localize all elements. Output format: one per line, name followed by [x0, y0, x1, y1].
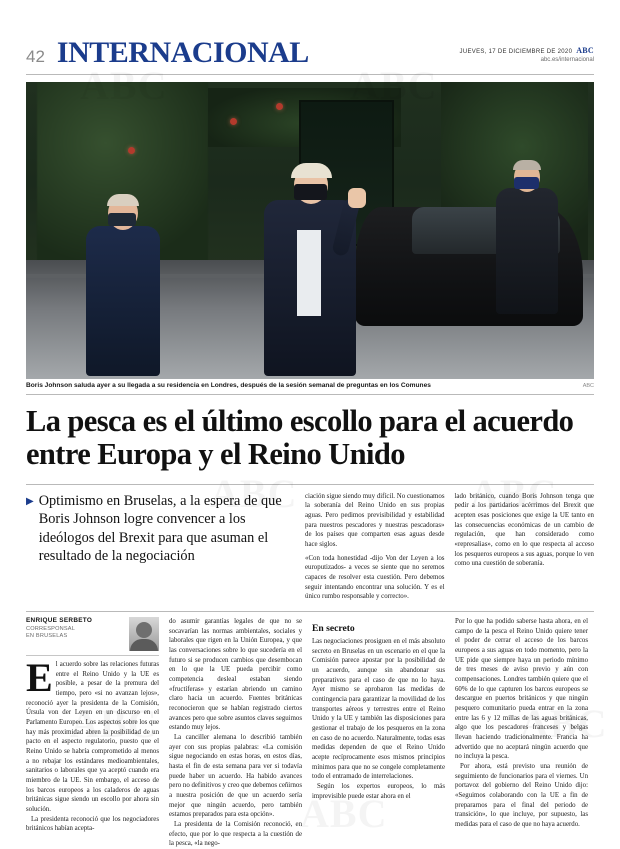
masthead-url: abc.es/internacional: [540, 56, 594, 63]
divider-top: [26, 74, 594, 75]
byline-text: [26, 617, 92, 641]
photo-person-left: [86, 191, 166, 376]
lead-columns: [305, 492, 594, 606]
photo-person-body: [86, 226, 160, 376]
body-paragraph: La presidenta reconoció que los negociadores británicos habían acepta-: [26, 815, 159, 833]
lead-paragraph: ciación sigue siendo muy difícil. No cuestionamos la soberanía del Reino Unido en sus propias aguas. Pero pedimos previsibilidad y estabilidad para nuestros pescadores y nuestras pescadoras» de los países que comparten esas aguas desde hace siglos.: [305, 492, 445, 548]
body-text-column-2: [169, 617, 302, 849]
body-column-3: [312, 617, 445, 849]
masthead-brand: ABC: [576, 46, 594, 55]
photo-person-body: [496, 188, 558, 314]
body-column-4: [455, 617, 588, 849]
waving-hand-icon: [348, 188, 366, 208]
lead-column-1: [305, 492, 445, 606]
bullet-arrow-icon: ▶: [26, 495, 34, 507]
body-column-2: [169, 617, 302, 849]
body-paragraph: La presidenta de la Comisión reconoció, en efecto, que por lo que respecta a la cuestión de la pesca, «la nego-: [169, 821, 302, 848]
body-paragraph: Las negociaciones prosiguen en el más absoluto secreto en Bruselas en un escenario en el que la Comisión parece apostar por la posibilidad de un acuerdo, aunque sin abandonar sus preparativos para el caso de que no lo haya. Ayer mismo se aprobaron las medidas de contingencia para garantizar la movilidad de los transportes aéreos y terrestres entre el Reino Unido y la UE y también las disposiciones para gestionar el trabajo de los pesqueros en la zona en caso de no acuerdo. Naturalmente, todas esas medidas dependen de que el Reino Unido acepte recíprocamente esos mismos principios mínimos para que no se congele completamente todo el entramado de interrelaciones.: [312, 637, 445, 781]
photo-person-hair: [513, 160, 541, 170]
lead-column-2: [455, 492, 595, 606]
photo-caption: Boris Johnson saluda ayer a su llegada a su residencia en Londres, después de la sesión semanal de preguntas en los Comunes: [26, 382, 431, 389]
body-paragraph: Por ahora, está previsto una reunión de seguimiento de funcionarios para el viernes. Un portavoz del gobierno del Reino Unido dijo: «Seguimos colaborando con la UE a fin de prepararnos para el final del periodo de transición», lo que incluye, por supuesto, las medidas para el caso de que no haya acuerdo.: [455, 763, 588, 829]
photo-person-right: [496, 154, 566, 314]
photo-bauble: [276, 103, 283, 110]
divider-lead: [26, 611, 594, 612]
photo-caption-row: [26, 379, 594, 395]
photo-person-hair: [107, 194, 139, 206]
face-mask-icon: [108, 213, 136, 226]
article-headline: La pesca es el último escollo para el acuerdo entre Europa y el Reino Unido: [26, 404, 574, 472]
body-text-column-1: [26, 654, 159, 834]
body-text-column-3: [312, 637, 445, 801]
masthead-date-row: [460, 46, 594, 57]
author-avatar: [129, 617, 159, 651]
article-body: [26, 617, 594, 849]
byline-author: ENRIQUE SERBETO: [26, 616, 93, 624]
photo-credit: ABC: [582, 383, 594, 389]
body-paragraph-text: l acuerdo sobre las relaciones futuras entre el Reino Unido y la UE es posible, a pesar de la premura del tiempo, pero «si no avanzan lejos», reconoció ayer la presidenta de la Comisión, Úrsula von der Leyen en un discurso en el Parlamento Europeo. Los aspectos sobre los que hay más proximidad abren la posibilidad de un pacto en el aspecto regulatorio, puesto que el Reino Unido se habría comprometido al menos a no rebajar los estándares medioambientales, sanitarios o laborales que ya aceptó cuando era miembro de la UE. Sin embargo, el acceso de los barcos europeos a los caladeros de aguas británicas sigue siendo un escollo por ahora sin solución.: [26, 660, 159, 813]
byline-role-line2: EN BRUSELAS: [26, 633, 68, 640]
photo-person-center: [264, 160, 374, 376]
lead-paragraph: lado británico, cuando Boris Johnson tenga que pedir a los partidarios acérrimos del Brexit que acepten esas posiciones que exige la UE tanto en las consecuencias económicas de un cambio de regulación, que han considerado como «represalias», como en lo que respecta al acceso los pesqueros europeos a sus aguas, porque lo ven como una cuestión de soberanía.: [454, 492, 594, 568]
byline: [26, 617, 159, 651]
lead-paragraph: «Con toda honestidad -dijo Von der Leyen a los europutizados- a veces se siente que no seremos capaces de resolver esta cuestión. Pero debemos seguir intentando encontrar una solución. Y es el único rumbo responsable y correcto».: [305, 554, 445, 601]
divider-headline: [26, 484, 594, 485]
face-mask-icon: [514, 177, 539, 189]
body-paragraph: Por lo que ha podido saberse hasta ahora, en el campo de la pesca el Reino Unido quiere tener el poder de cerrar el acceso de los barcos europeos a sus aguas en todo momento, pero la UE pide que siempre haya un periodo mínimo de tres meses de aviso previo y aún con compensaciones. Londres también quiere que el 60% de lo que capturen los barcos europeos se descargue en puertos británicos y que ningún pesquero comunitario pueda entrar en la zona entre las 6 y 12 millas de las aguas británicas, algo que los pescadores franceses y belgas llevan haciendo tradicionalmente. Francia ha advertido que no aceptará ningún acuerdo que no incluya la pesca.: [455, 617, 588, 761]
body-paragraph: La canciller alemana lo describió también ayer con sus propias palabras: «La comisión sigue negociando en estas horas, en estos días, hasta el fin de esta semana para ver si todavía puede haber un acuerdo. Ha habido avances pero no definitivos y creo que debemos ceñirnos a nuestra posición de que un acuerdo sería mejor que ningún acuerdo, pero también estamos preparados para esta opción».: [169, 733, 302, 819]
photo-image: [26, 82, 594, 379]
body-paragraph: do asumir garantías legales de que no se socavarían las normas ambientales, sociales y laborales que rigen en la Unión Europea, y que las conversaciones sobre lo que sucedería en el futuro si se producen cambios que desembocan en lo que la UE pueda percibir como competencia desleal estaban siendo «fructíferas» y estarían abriendo un camino claro hacia un acuerdo. Fuentes británicas reconocieron que se habían registrado ciertos avances pero que sobre asuntos claves seguimos estando muy lejos.: [169, 617, 302, 732]
lead-block: [26, 492, 594, 606]
byline-role: [26, 626, 92, 641]
lead-summary-text: Optimismo en Bruselas, a la espera de que Boris Johnson logre convencer a los ideólogos del Brexit para que asuman el resultado de la negociación: [38, 492, 282, 565]
byline-role-line1: CORRESPONSAL: [26, 625, 76, 632]
drop-cap: E: [26, 654, 53, 700]
masthead: [26, 0, 594, 68]
body-paragraph: [26, 654, 159, 815]
photo-person-hair: [291, 163, 332, 178]
page-folio: 42: [26, 47, 45, 66]
photo-person-shirt: [297, 230, 321, 316]
section-title: INTERNACIONAL: [56, 36, 309, 69]
section-subhead: En secreto: [312, 622, 355, 634]
lead-photo: [26, 82, 594, 379]
lead-summary: [26, 492, 294, 606]
body-paragraph: Según los expertos europeos, lo más imprevisible puede estar ahora en el: [312, 783, 445, 800]
body-text-column-4: [455, 617, 588, 830]
masthead-date: JUEVES, 17 DE DICIEMBRE DE 2020: [459, 49, 573, 55]
body-column-1: [26, 617, 159, 849]
masthead-meta: [460, 46, 594, 68]
face-mask-icon: [294, 184, 327, 200]
